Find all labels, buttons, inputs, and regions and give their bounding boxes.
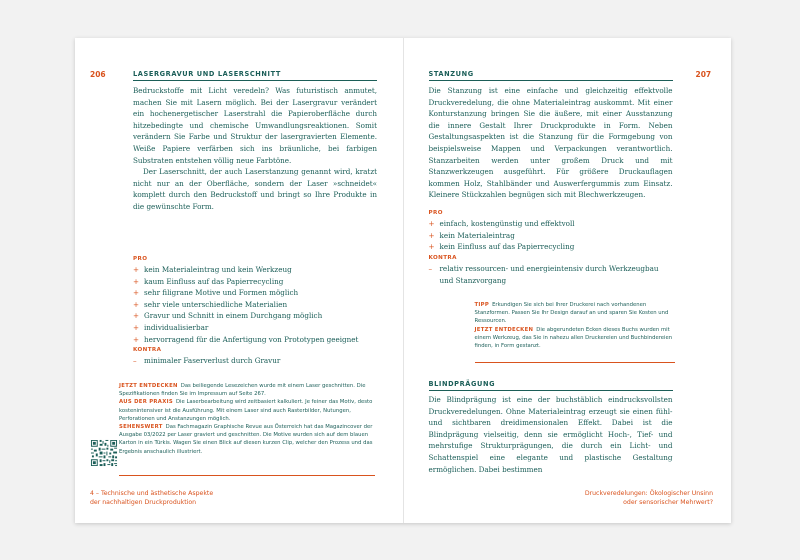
list-item: + sehr viele unterschiedliche Materialien bbox=[133, 299, 288, 309]
note: TIPP Erkundigen Sie sich bei Ihrer Druckerei nach vorhandenen Stanzformen. Passen Sie Ihr Design darauf an und sparen Sie Kosten und Ressourcen. bbox=[474, 302, 669, 325]
left-page bbox=[75, 38, 404, 523]
list-item: + hervorragend für die Anfertigung von Prototypen geeignet bbox=[133, 334, 359, 344]
list-item: + kein Materialeintrag bbox=[428, 230, 515, 240]
plus-icon: + bbox=[133, 265, 140, 274]
list-item: + sehr filigrane Motive und Formen möglich bbox=[133, 288, 299, 298]
footer-line: 4 – Technische und ästhetische Aspekte bbox=[90, 490, 214, 497]
paragraph: Die Stanzung ist eine einfache und gleichzeitig effektvolle Druckveredelung, die ohne Materialeintrag auskommt. Mit einer Konturstanzung bringen Sie die äußere, mit einer Ausstanzung die innere Gestalt Ihrer Druckprodukte in Form. Neben Gestaltungsaspekten ist die Stanzung für die Formgebung von beispielsweise Mappen und Verpackungen verantwortlich. Stanzarbeiten werden unter großem Druck und mit Stanzwerkzeugen ausgeführt. Für größere Druckauflagen kommen Holz, Stahlbänder und Auswerfergummis zum Einsatz. Kleinere Stückzahlen begnügen sich mit Blechwerkzeugen. bbox=[428, 86, 673, 200]
note: JETZT ENTDECKEN Das beiliegende Lesezeichen wurde mit einem Laser geschnitten. Die Spezifikationen finden Sie im Impressum auf Seite 267. bbox=[119, 383, 366, 398]
paragraph: Der Laserschnitt, der auch Laserstanzung genannt wird, kratzt nicht nur an der Oberfläche, sondern der Laser »schneidet« komplett durch den Bedruckstoff und bringt so Ihre Produkte in die gewünschte Form. bbox=[133, 167, 377, 211]
note: JETZT ENTDECKEN Die abgerundeten Ecken dieses Buchs wurden mit einem Werkzeug, das Sie in nahezu allen Druckereien und Buchbindereien finden, in Form gestanzt. bbox=[474, 326, 673, 350]
paragraph: Die Blindprägung ist eine der buchstäblich eindrucksvollsten Druckveredelungen. Ohne Materialeintrag erzeugt sie einen fühl- und sichtbaren dreidimensionalen Effekt. Dabei ist die Blindprägung vielseitig, denn sie ermöglicht Hoch-, Tief- und mehrstufige Strukturprägungen, die durch ein Licht- und Schattenspiel eine elegante und plastische Gestaltung ermöglichen. Dabei bestimmen bbox=[428, 395, 673, 474]
note-label: JETZT ENTDECKEN bbox=[474, 326, 534, 333]
pro-label: PRO bbox=[428, 210, 443, 216]
list-item: – relativ ressourcen- und energieintensiv durch Werkzeugbau bbox=[428, 264, 659, 273]
plus-icon: + bbox=[133, 334, 140, 344]
body-text-stanzung bbox=[429, 85, 673, 201]
plus-icon: + bbox=[428, 230, 435, 240]
paragraph: Bedruckstoffe mit Licht veredeln? Was futuristisch anmutet, machen Sie mit Lasern möglich. Bei der Lasergravur verändert ein hochenergetischer Laserstrahl die Papieroberfläche durch hitzebedingte und chemische Umwandlungsreaktionen. Somit verändern Sie Farbe und Struktur der lasergravierten Elemente. Weiße Papiere verfärben sich ins bräunliche, bei farbigen Substraten entstehen völlig neue Farbtöne. bbox=[133, 86, 377, 165]
book-spread bbox=[75, 38, 731, 523]
side-notes-right bbox=[475, 301, 675, 350]
qr-code-icon[interactable] bbox=[90, 439, 118, 467]
contra-label: KONTRA bbox=[428, 255, 457, 261]
list-item: + individualisierbar bbox=[133, 322, 209, 332]
footer-line: Druckveredelungen: Ökologischer Unsinn bbox=[584, 490, 713, 497]
contra-list bbox=[133, 355, 383, 367]
list-item: + kein Materialeintrag und kein Werkzeug bbox=[133, 265, 292, 274]
note-label: SEHENSWERT bbox=[119, 424, 163, 431]
running-footer-right bbox=[493, 490, 713, 507]
body-text-lasergravur bbox=[133, 85, 377, 213]
note-label: AUS DER PRAXIS bbox=[119, 399, 173, 406]
note-label: TIPP bbox=[474, 302, 490, 308]
pro-list bbox=[133, 264, 383, 345]
list-item: + Gravur und Schnitt in einem Durchgang möglich bbox=[133, 311, 323, 321]
side-notes-left bbox=[119, 382, 375, 456]
divider bbox=[119, 475, 375, 476]
note: AUS DER PRAXIS Die Laserbearbeitung wird zeitbasiert kalkuliert. Je feiner das Motiv, desto kostenintensiver ist die Ausführung. Mit einem Laser sind auch Rasterbilder, Nutungen, Perforationen und Anstanzungen möglich. bbox=[119, 399, 373, 422]
section-header-blindpraegung: BLINDPRÄGUNG bbox=[429, 380, 673, 391]
page-number-left: 206 bbox=[90, 70, 106, 79]
pro-list bbox=[429, 218, 689, 253]
plus-icon: + bbox=[428, 242, 435, 252]
plus-icon: + bbox=[428, 219, 435, 228]
plus-icon: + bbox=[133, 311, 140, 321]
list-item: und Stanzvorgang bbox=[439, 275, 507, 285]
body-text-blindpraegung bbox=[429, 394, 673, 475]
footer-line: der nachhaltigen Druckproduktion bbox=[90, 498, 197, 506]
dash-icon: – bbox=[133, 356, 137, 365]
note: SEHENSWERT Das Fachmagazin Graphische Revue aus Österreich hat das Magazincover der Ausgabe 03/2022 per Laser graviert und geschnitten. Die Motive wurden sich auf dem blauen Karton in ein Türkis. Wagen Sie einen Blick auf diesen kurzen Clip, welcher den Prozess und das Ergebnis anschaulich illustriert. bbox=[119, 424, 373, 455]
plus-icon: + bbox=[133, 299, 140, 309]
plus-icon: + bbox=[133, 322, 140, 332]
list-item: + kaum Einfluss auf das Papierrecycling bbox=[133, 276, 284, 286]
running-footer-left bbox=[90, 490, 290, 507]
footer-line: oder sensorischer Mehrwert? bbox=[623, 498, 713, 506]
list-item: + kein Einfluss auf das Papierrecycling bbox=[428, 242, 575, 252]
section-header-stanzung: STANZUNG bbox=[429, 70, 673, 81]
divider bbox=[475, 362, 675, 363]
contra-list bbox=[429, 263, 699, 286]
plus-icon: + bbox=[133, 276, 140, 286]
section-header-lasergravur: LASERGRAVUR UND LASERSCHNITT bbox=[133, 70, 377, 81]
pro-label: PRO bbox=[133, 256, 148, 262]
contra-label: KONTRA bbox=[133, 347, 162, 353]
note-label: JETZT ENTDECKEN bbox=[119, 383, 178, 389]
plus-icon: + bbox=[133, 288, 140, 298]
dash-icon: – bbox=[428, 264, 433, 273]
right-page bbox=[404, 38, 732, 523]
list-item: – minimaler Faserverlust durch Gravur bbox=[133, 356, 281, 365]
page-number-right: 207 bbox=[695, 70, 712, 79]
list-item: + einfach, kostengünstig und effektvoll bbox=[428, 219, 575, 228]
